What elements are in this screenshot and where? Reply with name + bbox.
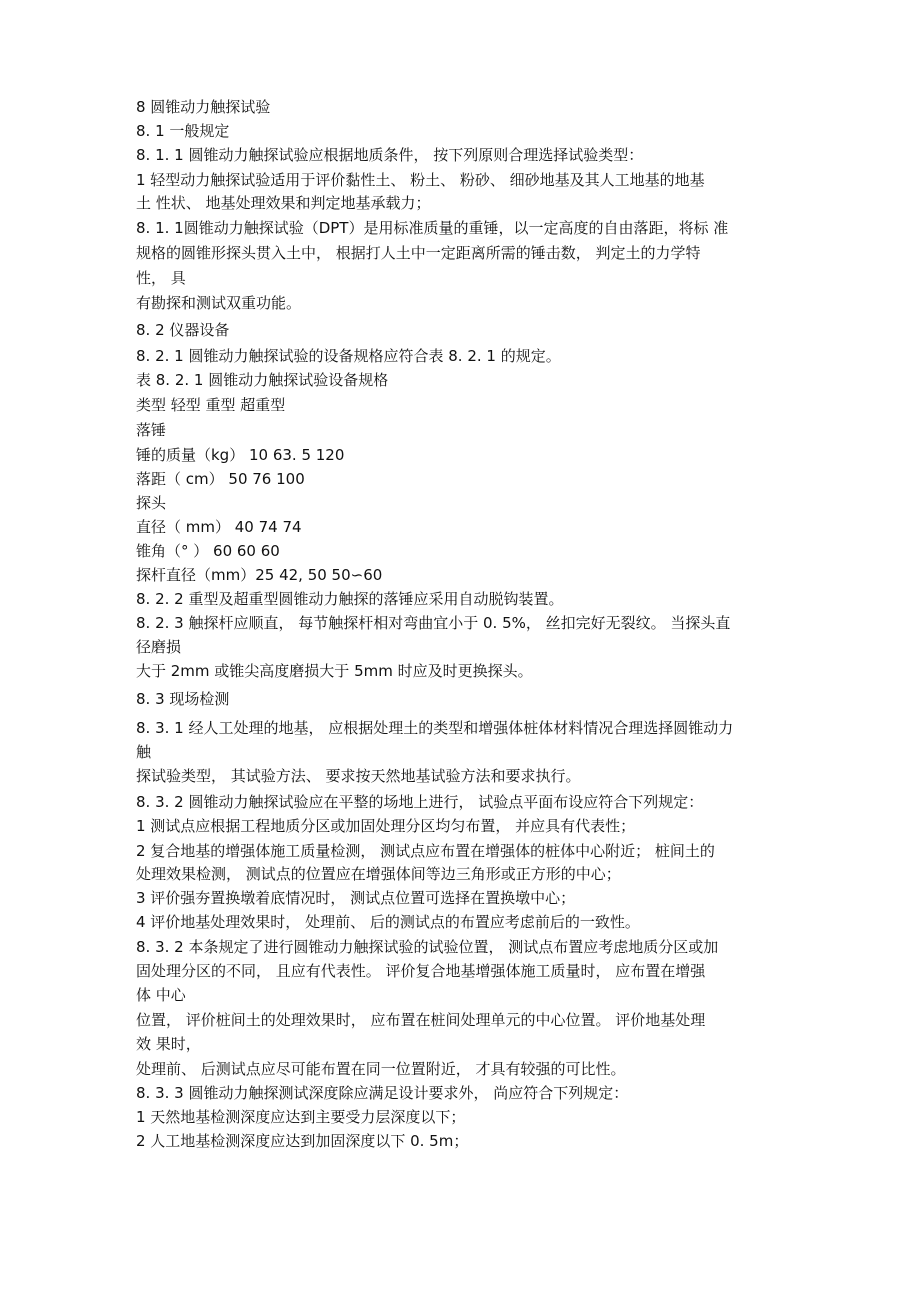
table-caption: 表 8. 2. 1 圆锥动力触探试验设备规格 xyxy=(136,371,389,389)
section-heading: 8 圆锥动力触探试验 xyxy=(136,98,271,116)
paragraph-line: 8. 3. 3 圆锥动力触探测试深度除应满足设计要求外， 尚应符合下列规定： xyxy=(136,1084,629,1102)
list-item: 2 人工地基检测深度应达到加固深度以下 0. 5m； xyxy=(136,1132,469,1150)
paragraph-line: 位置， 评价桩间土的处理效果时， 应布置在桩间处理单元的中心位置。 评价地基处理 xyxy=(136,1011,706,1029)
list-item: 3 评价强夯置换墩着底情况时， 测试点位置可选择在置换墩中心； xyxy=(136,889,576,907)
paragraph-line: 触 xyxy=(136,743,152,761)
list-item: 1 天然地基检测深度应达到主要受力层深度以下； xyxy=(136,1108,466,1126)
paragraph-line: 8. 2. 1 圆锥动力触探试验的设备规格应符合表 8. 2. 1 的规定。 xyxy=(136,347,561,365)
paragraph-line: 有勘探和测试双重功能。 xyxy=(136,294,302,312)
subsection-heading: 8. 2 仪器设备 xyxy=(136,321,230,339)
paragraph-line: 探试验类型， 其试验方法、 要求按天然地基试验方法和要求执行。 xyxy=(136,767,581,785)
table-header-row: 类型 轻型 重型 超重型 xyxy=(136,396,286,414)
table-row: 直径（ mm） 40 74 74 xyxy=(136,518,302,536)
paragraph-line: 性， 具 xyxy=(136,269,186,287)
paragraph-line: 径磨损 xyxy=(136,638,182,656)
paragraph-line: 8. 1. 1 圆锥动力触探试验应根据地质条件， 按下列原则合理选择试验类型： xyxy=(136,146,644,164)
subsection-heading: 8. 3 现场检测 xyxy=(136,690,230,708)
paragraph-line: 8. 2. 3 触探杆应顺直， 每节触探杆相对弯曲宜小于 0. 5%， 丝扣完好无裂纹。 当探头直 xyxy=(136,614,731,632)
list-item: 4 评价地基处理效果时， 处理前、 后的测试点的布置应考虑前后的一致性。 xyxy=(136,913,640,931)
paragraph-line: 规格的圆锥形探头贯入土中， 根据打人土中一定距离所需的锤击数， 判定土的力学特 xyxy=(136,244,701,262)
table-row: 落距（ cm） 50 76 100 xyxy=(136,470,305,488)
paragraph-line: 体 中心 xyxy=(136,986,186,1004)
paragraph-line: 处理效果检测， 测试点的位置应在增强体间等边三角形或正方形的中心； xyxy=(136,865,621,883)
paragraph-line: 8. 3. 1 经人工处理的地基， 应根据处理土的类型和增强体桩体材料情况合理选择圆锥动力 xyxy=(136,719,734,737)
paragraph-line: 固处理分区的不同， 且应有代表性。 评价复合地基增强体施工质量时， 应布置在增强 xyxy=(136,962,706,980)
paragraph-line: 8. 2. 2 重型及超重型圆锥动力触探的落锤应采用自动脱钩装置。 xyxy=(136,590,564,608)
table-row: 锤的质量（kg） 10 63. 5 120 xyxy=(136,446,345,464)
paragraph-line: 效 果时， xyxy=(136,1035,201,1053)
paragraph-line: 处理前、 后测试点应尽可能布置在同一位置附近， 才具有较强的可比性。 xyxy=(136,1060,626,1078)
paragraph-line: 8. 3. 2 本条规定了进行圆锥动力触探试验的试验位置， 测试点布置应考虑地质分区或加 xyxy=(136,938,719,956)
list-item: 2 复合地基的增强体施工质量检测， 测试点应布置在增强体的桩体中心附近； 桩间土的 xyxy=(136,842,715,860)
table-row: 探杆直径（mm）25 42, 50 50∽60 xyxy=(136,566,383,584)
paragraph-line: 8. 3. 2 圆锥动力触探试验应在平整的场地上进行， 试验点平面布设应符合下列规定： xyxy=(136,793,704,811)
table-group-label: 探头 xyxy=(136,494,167,512)
paragraph-line: 土 性状、 地基处理效果和判定地基承载力； xyxy=(136,194,431,212)
list-item: 1 测试点应根据工程地质分区或加固处理分区均匀布置， 并应具有代表性； xyxy=(136,817,636,835)
subsection-heading: 8. 1 一般规定 xyxy=(136,122,230,140)
paragraph-line: 大于 2mm 或锥尖高度磨损大于 5mm 时应及时更换探头。 xyxy=(136,662,533,680)
table-group-label: 落锤 xyxy=(136,421,167,439)
paragraph-line: 1 轻型动力触探试验适用于评价黏性土、 粉土、 粉砂、 细砂地基及其人工地基的地基 xyxy=(136,171,705,189)
table-row: 锥角（° ） 60 60 60 xyxy=(136,542,280,560)
paragraph-line: 8. 1. 1圆锥动力触探试验（DPT）是用标准质量的重锤，以一定高度的自由落距，将标 准 xyxy=(136,219,729,237)
